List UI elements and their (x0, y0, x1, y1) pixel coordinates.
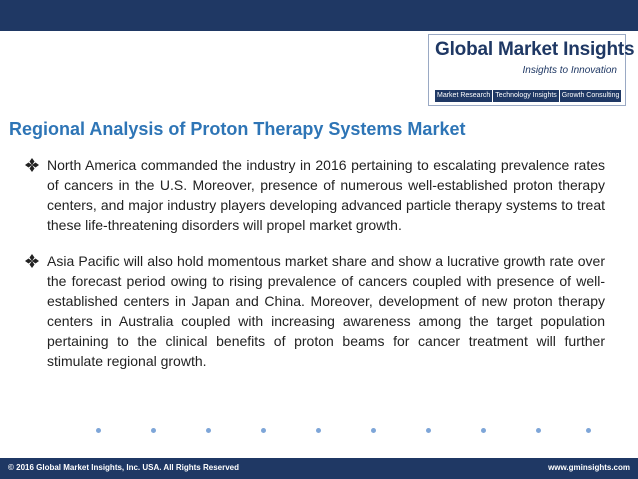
logo-strip-growth-consulting: Growth Consulting (561, 92, 620, 99)
logo-title: Global Market Insights (435, 39, 635, 60)
top-banner (0, 0, 638, 31)
decorative-dot (151, 428, 156, 433)
decorative-dot (96, 428, 101, 433)
decorative-dot (371, 428, 376, 433)
logo-service-strip (435, 90, 621, 102)
company-logo (428, 34, 635, 106)
bullet-north-america (25, 155, 605, 235)
decorative-dot (586, 428, 591, 433)
logo-strip-technology-insights: Technology Insights (493, 90, 559, 102)
footer-copyright: © 2016 Global Market Insights, Inc. USA. All Rights Reserved (8, 463, 239, 472)
footer-website-link[interactable]: www.gminsights.com (548, 463, 630, 472)
decorative-dot (206, 428, 211, 433)
logo-strip-market-research: Market Research (435, 90, 493, 102)
bullet-asia-pacific (25, 251, 605, 371)
footer-bar (0, 458, 638, 479)
logo-tagline: Insights to Innovation (522, 65, 617, 76)
decorative-dot (481, 428, 486, 433)
four-diamond-bullet-icon (25, 254, 39, 268)
decorative-dot-row (96, 428, 591, 436)
decorative-dot (261, 428, 266, 433)
bullet-text: North America commanded the industry in 2016 pertaining to escalating prevalence rates of cancers in the U.S. Moreover, presence of numerous well-established proton therapy centers, and major industry players developing advanced particle therapy systems to treat these life-threatening disorders will propel market growth. (47, 157, 605, 233)
decorative-dot (536, 428, 541, 433)
bullet-text: Asia Pacific will also hold momentous market share and show a lucrative growth rate over the forecast period owing to rising prevalence of cancers coupled with presence of well-established centers in Japan and China. Moreover, development of new proton therapy centers in Australia coupled with increasing awareness among the target population pertaining to the clinical benefits of proton beams for cancer treatment will further stimulate regional growth. (47, 253, 605, 369)
slide-title: Regional Analysis of Proton Therapy Systems Market (9, 119, 466, 139)
decorative-dot (316, 428, 321, 433)
bullet-list (25, 155, 605, 387)
decorative-dot (426, 428, 431, 433)
four-diamond-bullet-icon (25, 158, 39, 172)
